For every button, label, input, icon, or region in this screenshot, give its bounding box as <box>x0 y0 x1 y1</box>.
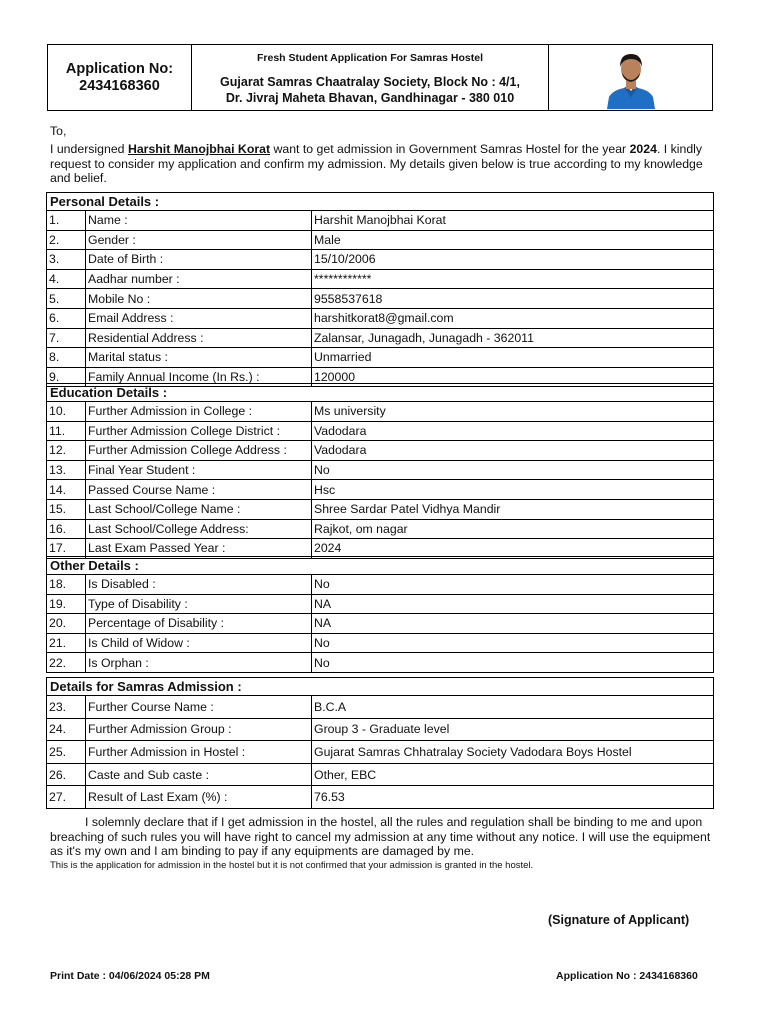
intro-text-start: I undersigned <box>50 142 128 156</box>
row-number: 3. <box>47 250 86 269</box>
field-label: Family Annual Income (In Rs.) : <box>86 368 312 387</box>
education-details-section <box>46 383 714 559</box>
table-row <box>47 500 713 520</box>
intro-text-end: . I kindly request to consider my application and confirm my admission. My details given below is true according to my knowledge and belief. <box>50 142 703 185</box>
row-number: 22. <box>47 653 86 672</box>
row-number: 14. <box>47 480 86 499</box>
table-row <box>47 539 713 558</box>
field-label: Is Orphan : <box>86 653 312 672</box>
row-number: 17. <box>47 539 86 558</box>
intro-paragraph <box>50 142 714 186</box>
field-label: Email Address : <box>86 309 312 328</box>
intro-text-middle: want to get admission in Government Samras Hostel for the year <box>270 142 630 156</box>
print-date: Print Date : 04/06/2024 05:28 PM <box>50 970 210 982</box>
applicant-photo <box>605 47 657 109</box>
field-value: 15/10/2006 <box>314 252 376 267</box>
applicant-name: Harshit Manojbhai Korat <box>127 142 271 156</box>
row-number: 13. <box>47 461 86 480</box>
table-row <box>47 461 713 481</box>
field-label: Further Admission in Hostel : <box>86 741 312 763</box>
address-line-2: Dr. Jivraj Maheta Bhavan, Gandhinagar - 380 010 <box>225 91 515 105</box>
declaration-text: I solemnly declare that if I get admission in the hostel, all the rules and regulation shall be binding to me and upon breaching of such rules you will have right to cancel my admission at any time without any notice. I will use the equipment as it's my own and I am binding to pay if any equipments are damaged by me. <box>50 815 711 858</box>
section-title: Details for Samras Admission : <box>47 678 713 696</box>
field-value: Hsc <box>314 482 336 497</box>
field-label: Passed Course Name : <box>86 480 312 499</box>
table-row <box>47 520 713 540</box>
field-value: No <box>314 577 330 592</box>
field-value: NA <box>314 596 332 611</box>
header-title-box <box>192 45 549 110</box>
personal-details-section <box>46 192 714 387</box>
table-row <box>47 289 713 309</box>
field-value: No <box>314 655 330 670</box>
field-label: Further Admission in College : <box>86 402 312 421</box>
row-number: 21. <box>47 634 86 653</box>
table-row <box>47 719 713 742</box>
field-value: 76.53 <box>314 790 345 805</box>
samras-admission-section <box>46 677 714 809</box>
table-row <box>47 422 713 442</box>
row-number: 24. <box>47 719 86 741</box>
table-row <box>47 480 713 500</box>
table-row <box>47 348 713 368</box>
field-value: No <box>314 463 330 478</box>
field-label: Final Year Student : <box>86 461 312 480</box>
footer-application-number: Application No : 2434168360 <box>556 970 698 982</box>
field-value: No <box>314 636 330 651</box>
row-number: 20. <box>47 614 86 633</box>
row-number: 19. <box>47 595 86 614</box>
row-number: 18. <box>47 575 86 594</box>
field-value: Zalansar, Junagadh, Junagadh - 362011 <box>314 330 534 345</box>
field-value: ************ <box>314 272 372 287</box>
row-number: 23. <box>47 696 86 718</box>
field-value: 9558537618 <box>314 291 383 306</box>
table-row <box>47 329 713 349</box>
row-number: 6. <box>47 309 86 328</box>
field-label: Further Admission College District : <box>86 422 312 441</box>
table-row <box>47 250 713 270</box>
table-row <box>47 231 713 251</box>
table-row <box>47 402 713 422</box>
field-label: Gender : <box>86 231 312 250</box>
other-details-section <box>46 556 714 673</box>
society-address <box>220 74 520 106</box>
field-label: Is Child of Widow : <box>86 634 312 653</box>
field-value: Vadodara <box>314 443 367 458</box>
row-number: 5. <box>47 289 86 308</box>
table-row <box>47 786 713 808</box>
table-row <box>47 441 713 461</box>
table-row <box>47 595 713 615</box>
field-value: 120000 <box>314 370 356 385</box>
field-value: NA <box>314 616 332 631</box>
field-label: Further Admission Group : <box>86 719 312 741</box>
table-row <box>47 211 713 231</box>
application-number-label: Application No: <box>65 60 174 77</box>
field-value: Rajkot, om nagar <box>314 521 408 536</box>
field-value: 2024 <box>314 541 342 556</box>
table-row <box>47 764 713 787</box>
address-line-1: Gujarat Samras Chaatralay Society, Block No : 4/1, <box>220 75 520 89</box>
field-label: Further Admission College Address : <box>86 441 312 460</box>
section-title: Personal Details : <box>47 193 713 211</box>
form-title: Fresh Student Application For Samras Hostel <box>257 52 483 64</box>
field-label: Name : <box>86 211 312 230</box>
row-number: 27. <box>47 786 86 808</box>
row-number: 26. <box>47 764 86 786</box>
field-value: Vadodara <box>314 423 367 438</box>
row-number: 1. <box>47 211 86 230</box>
row-number: 8. <box>47 348 86 367</box>
field-label: Result of Last Exam (%) : <box>86 786 312 808</box>
field-label: Mobile No : <box>86 289 312 308</box>
field-value: Harshit Manojbhai Korat <box>314 213 446 228</box>
admission-note: This is the application for admission in the hostel but it is not confirmed that your admission is granted in the hostel. <box>50 860 534 871</box>
field-label: Last Exam Passed Year : <box>86 539 312 558</box>
table-row <box>47 614 713 634</box>
field-value: B.C.A <box>314 699 347 714</box>
table-row <box>47 575 713 595</box>
application-number: 2434168360 <box>79 77 160 94</box>
field-value: Ms university <box>314 404 386 419</box>
table-row <box>47 653 713 672</box>
field-label: Aadhar number : <box>86 270 312 289</box>
field-label: Is Disabled : <box>86 575 312 594</box>
row-number: 10. <box>47 402 86 421</box>
section-title: Education Details : <box>47 384 713 402</box>
table-row <box>47 741 713 764</box>
addressee: To, <box>50 124 67 138</box>
row-number: 16. <box>47 520 86 539</box>
field-label: Last School/College Address: <box>86 520 312 539</box>
row-number: 15. <box>47 500 86 519</box>
field-label: Marital status : <box>86 348 312 367</box>
row-number: 12. <box>47 441 86 460</box>
row-number: 25. <box>47 741 86 763</box>
field-value: Group 3 - Graduate level <box>314 722 450 737</box>
admission-year: 2024 <box>629 142 657 156</box>
field-label: Residential Address : <box>86 329 312 348</box>
table-row <box>47 696 713 719</box>
field-label: Caste and Sub caste : <box>86 764 312 786</box>
signature-of-applicant: (Signature of Applicant) <box>548 913 690 927</box>
field-value: Shree Sardar Patel Vidhya Mandir <box>314 502 501 517</box>
field-value: harshitkorat8@gmail.com <box>314 311 454 326</box>
field-label: Last School/College Name : <box>86 500 312 519</box>
applicant-photo-box <box>549 45 712 110</box>
field-label: Type of Disability : <box>86 595 312 614</box>
field-value: Unmarried <box>314 350 372 365</box>
row-number: 11. <box>47 422 86 441</box>
field-value: Gujarat Samras Chhatralay Society Vadodara Boys Hostel <box>314 744 632 759</box>
field-value: Male <box>314 232 341 247</box>
table-row <box>47 309 713 329</box>
field-label: Percentage of Disability : <box>86 614 312 633</box>
application-number-box <box>48 45 192 110</box>
field-label: Further Course Name : <box>86 696 312 718</box>
application-header <box>47 44 713 111</box>
row-number: 9. <box>47 368 86 387</box>
field-value: Other, EBC <box>314 767 377 782</box>
row-number: 2. <box>47 231 86 250</box>
row-number: 4. <box>47 270 86 289</box>
field-label: Date of Birth : <box>86 250 312 269</box>
table-row <box>47 634 713 654</box>
row-number: 7. <box>47 329 86 348</box>
section-title: Other Details : <box>47 557 713 575</box>
table-row <box>47 270 713 290</box>
